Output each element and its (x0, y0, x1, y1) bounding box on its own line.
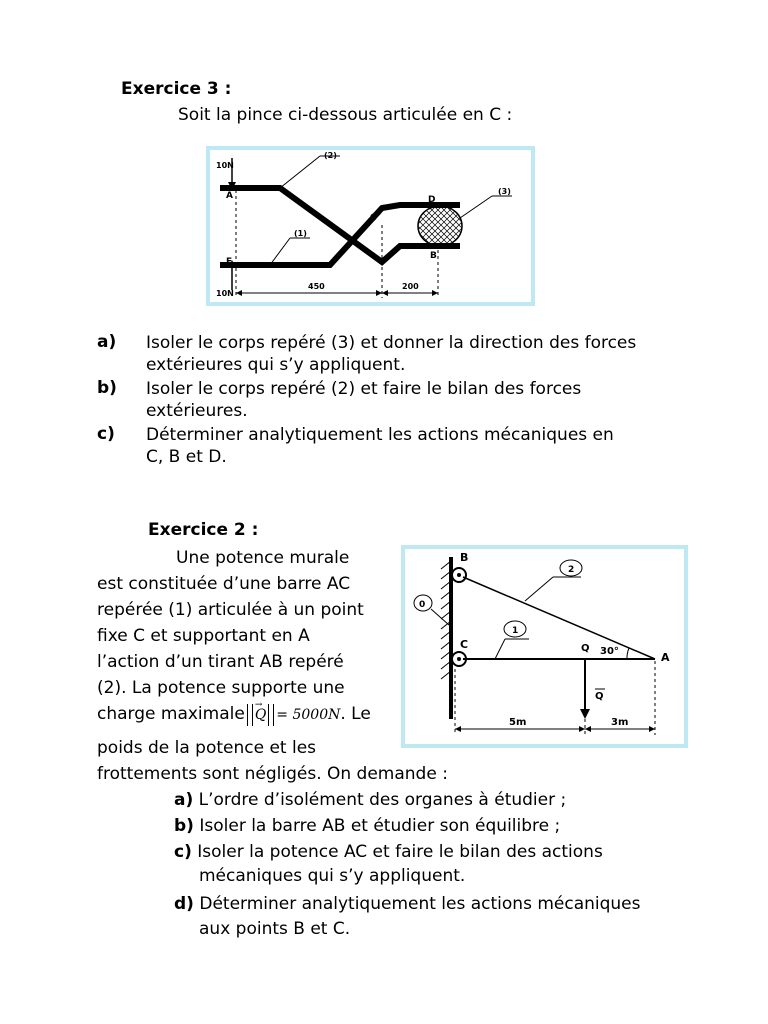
dimension-label-1: 450 (308, 282, 325, 291)
leader-part-1 (495, 639, 505, 659)
ex2-question-d-cont: aux points B et C. (199, 919, 351, 939)
ex3-question-b-line-1: Isoler le corps repéré (2) et faire le bilan des forces (146, 379, 582, 399)
ex2-para-line-1: Une potence murale (176, 548, 350, 568)
ex3-question-b-label: b) (97, 378, 117, 398)
dimension-arrow-1a (236, 290, 242, 296)
ex3-question-c-line-1: Déterminer analytiquement les actions mécaniques en (146, 425, 614, 445)
exercise-2-title: Exercice 2 : (148, 520, 259, 540)
ex2-question-a-line-1: L’ordre d’isolément des organes à étudier ; (198, 790, 567, 810)
ex2-para-line-7 (97, 703, 371, 726)
point-a-label: A (661, 651, 670, 664)
part-2-label: (2) (324, 151, 337, 160)
point-b-label: B (460, 551, 469, 564)
ex2-para-line-2: est constituée d’une barre AC (97, 574, 351, 594)
leader-part-2 (525, 577, 553, 601)
ex3-question-c-line-2: C, B et D. (146, 447, 227, 467)
ex2-question-b-label: b) (174, 816, 194, 836)
ex2-question-c (174, 841, 603, 863)
part-0-label: 0 (419, 600, 426, 610)
ex2-para-line-8: poids de la potence et les (97, 738, 317, 758)
ex3-question-c-label: c) (97, 424, 115, 444)
ex2-question-d-line-1: Déterminer analytiquement les actions mécaniques (199, 894, 641, 914)
point-c-label: C (370, 213, 377, 223)
dimension-arrow-1b (376, 290, 382, 296)
dimension-label-2: 200 (402, 282, 419, 291)
dim-arrow-1 (455, 726, 461, 732)
ex2-question-b (174, 815, 560, 837)
tie-rod-ab (463, 577, 655, 659)
point-d-label: D (428, 195, 436, 205)
dim-arrow-3 (585, 726, 591, 732)
ex2-question-d (174, 893, 641, 915)
ex3-question-b (146, 378, 581, 422)
charge-formula (245, 707, 341, 723)
formula-value: = 5000 (276, 707, 329, 723)
dimension-arrow-2a (382, 290, 388, 296)
formula-unit: N (328, 707, 341, 723)
exercise-3-title: Exercice 3 : (121, 79, 232, 99)
pivot-c-center (457, 657, 461, 661)
dimension-arrow-2b (432, 290, 438, 296)
part-1-label: (1) (294, 229, 307, 238)
dim-arrow-4 (649, 726, 655, 732)
ex2-question-c-line-1: Isoler la potence AC et faire le bilan des actions (197, 842, 603, 862)
ex2-question-a-label: a) (174, 790, 194, 810)
pliers-figure (206, 146, 535, 306)
ex2-para-line-9: frottements sont négligés. On demande : (97, 764, 448, 784)
angle-label: 30° (600, 646, 619, 657)
leader-part-3 (460, 196, 492, 218)
formula-q: → Q (255, 704, 266, 726)
point-q-label: Q (581, 643, 590, 654)
load-arrowhead (580, 709, 590, 719)
pivot-b-center (457, 573, 461, 577)
ex2-para-line-6: (2). La potence supporte une (97, 678, 345, 698)
ex3-question-b-line-2: extérieures. (146, 401, 248, 421)
part-2-label: 2 (568, 565, 575, 575)
angle-arc (627, 648, 629, 659)
dimension-label-2: 3m (611, 717, 629, 728)
ex3-question-a (146, 332, 636, 376)
ex2-question-b-line-1: Isoler la barre AB et étudier son équilibre ; (199, 816, 561, 836)
vector-q-label: Q (595, 691, 604, 702)
force-label-bottom: 10N (216, 289, 234, 298)
ex3-question-c (146, 424, 614, 468)
pliers-diagram (210, 150, 531, 302)
leader-part-0 (431, 609, 449, 625)
ex2-charge-text: charge maximale (97, 704, 245, 724)
ex2-question-c-cont: mécaniques qui s’y appliquent. (199, 866, 466, 886)
ex2-le-text: . Le (340, 704, 371, 724)
ex3-question-a-label: a) (97, 332, 117, 352)
part-3-object (418, 206, 462, 246)
point-e-label: E (226, 257, 233, 267)
ex2-para-line-5: l’action d’un tirant AB repéré (97, 652, 344, 672)
point-a-label: A (226, 191, 233, 201)
exercise-3-intro: Soit la pince ci-dessous articulée en C : (178, 105, 513, 125)
force-label-top: 10N (216, 161, 234, 170)
ex3-question-a-line-2: extérieures qui s’y appliquent. (146, 355, 406, 375)
ex2-question-a (174, 789, 566, 811)
ex3-question-a-line-1: Isoler le corps repéré (3) et donner la direction des forces (146, 333, 637, 353)
dim-arrow-2 (579, 726, 585, 732)
potence-diagram (405, 549, 684, 744)
ex2-question-d-label: d) (174, 894, 194, 914)
leader-part-1 (270, 238, 290, 265)
dimension-label-1: 5m (509, 717, 527, 728)
potence-figure (401, 545, 688, 748)
ex2-question-c-label: c) (174, 842, 192, 862)
part-1-label: 1 (512, 626, 519, 636)
leader-part-2 (280, 156, 320, 188)
part-3-label: (3) (498, 187, 511, 196)
point-b-label: B (430, 251, 437, 261)
point-c-label: C (460, 638, 469, 651)
ex2-para-line-3: repérée (1) articulée à un point (97, 600, 364, 620)
ex2-para-line-4: fixe C et supportant en A (97, 626, 310, 646)
